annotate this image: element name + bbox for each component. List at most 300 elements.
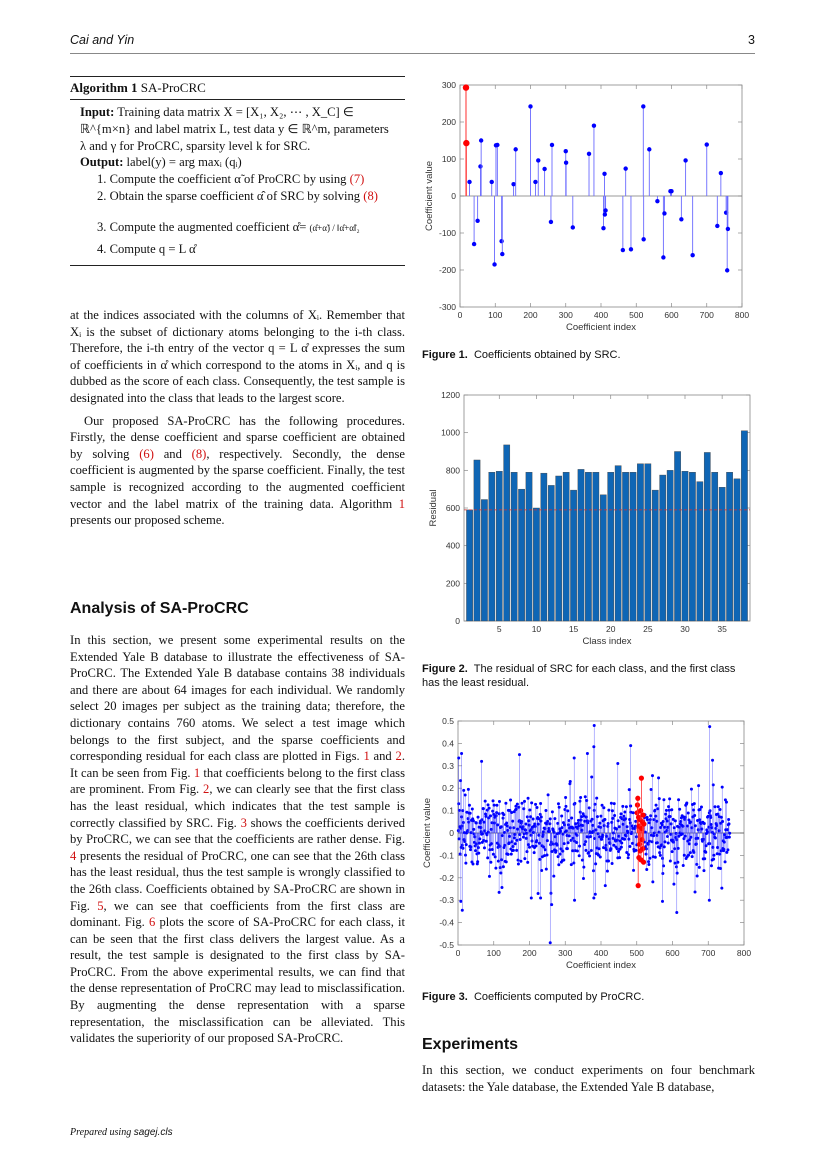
stem-marker — [538, 858, 541, 861]
stem-marker — [702, 869, 705, 872]
bar — [682, 471, 688, 621]
x-tick-label: 0 — [457, 310, 463, 320]
stem-marker — [665, 809, 668, 812]
stem-marker — [601, 226, 605, 230]
x-tick-label: 300 — [558, 310, 573, 320]
stem-marker — [720, 887, 723, 890]
stem-marker — [572, 861, 575, 864]
stem-marker — [620, 846, 623, 849]
stem-marker — [476, 860, 479, 863]
stem-marker — [462, 847, 465, 850]
stem-marker — [686, 825, 689, 828]
stem-marker — [549, 892, 552, 895]
stem-marker — [594, 828, 597, 831]
stem-marker — [464, 862, 467, 865]
highlight-stem-marker — [641, 821, 646, 826]
x-tick-label: 600 — [664, 310, 679, 320]
stem-marker — [533, 180, 537, 184]
stem-marker — [659, 826, 662, 829]
stem-marker — [564, 796, 567, 799]
stem-marker — [566, 809, 569, 812]
bar — [578, 469, 584, 621]
stem-marker — [647, 843, 650, 846]
stem-marker — [721, 786, 724, 789]
stem-marker — [629, 744, 632, 747]
bar — [719, 487, 725, 621]
stem-marker — [672, 883, 675, 886]
x-tick-label: 10 — [531, 624, 542, 634]
x-tick-label: 0 — [455, 948, 461, 958]
bar — [556, 476, 562, 621]
stem-marker — [511, 182, 515, 186]
y-tick-label: 600 — [445, 503, 460, 513]
stem-marker — [659, 854, 662, 857]
stem-marker — [694, 824, 697, 827]
figure-3-caption: Figure 3. Coefficients computed by ProCRC. — [422, 991, 645, 1003]
bar — [660, 475, 666, 621]
stem-marker — [539, 896, 542, 899]
y-tick-label: 0.1 — [442, 805, 454, 816]
stem-marker — [708, 842, 711, 845]
left-column-text-2 — [70, 632, 405, 1047]
x-tick-label: 800 — [734, 310, 750, 320]
stem-marker — [646, 818, 649, 821]
stem-marker — [650, 788, 653, 791]
stem-marker — [542, 830, 545, 833]
x-tick-label: 15 — [568, 624, 579, 634]
figure-ref-link[interactable]: 2 — [203, 782, 210, 797]
stem-marker — [575, 841, 578, 844]
figure-ref-link[interactable]: 5 — [97, 898, 104, 913]
stem-marker — [611, 862, 614, 865]
stem-marker — [523, 857, 526, 860]
stem-marker — [708, 725, 711, 728]
stem-marker — [605, 835, 608, 838]
y-tick-label: 0 — [451, 191, 456, 201]
stem-marker — [579, 818, 582, 821]
stem-marker — [602, 806, 605, 809]
stem-marker — [479, 138, 483, 142]
stem-marker — [528, 104, 532, 108]
stem-marker — [671, 850, 674, 853]
stem-marker — [472, 828, 475, 831]
stem-marker — [658, 797, 661, 800]
stem-marker — [526, 815, 529, 818]
stem-marker — [621, 248, 625, 252]
stem-marker — [606, 870, 609, 873]
x-axis-label: Coefficient index — [565, 960, 637, 971]
stem-marker — [494, 867, 497, 870]
stem-marker — [678, 808, 681, 811]
stem-marker — [598, 835, 601, 838]
stem-marker — [570, 817, 573, 820]
y-axis-label: Coefficient value — [424, 160, 435, 232]
stem-marker — [624, 817, 627, 820]
stem-marker — [697, 784, 700, 787]
stem-marker — [563, 842, 566, 845]
stem-marker — [645, 868, 648, 871]
bar — [645, 464, 651, 621]
stem-marker — [545, 868, 548, 871]
stem-marker — [602, 172, 606, 176]
stem-marker — [534, 825, 537, 828]
y-tick-label: 100 — [441, 154, 456, 164]
stem-marker — [674, 819, 677, 822]
stem-marker — [546, 820, 549, 823]
stem-marker — [524, 829, 527, 832]
stem-marker — [705, 844, 708, 847]
stem-marker — [690, 788, 693, 791]
left-column-text-1 — [70, 307, 405, 529]
stem-marker — [513, 836, 516, 839]
stem-marker — [656, 841, 659, 844]
stem-marker — [623, 838, 626, 841]
y-axis-label: Residual — [428, 489, 439, 527]
stem-marker — [714, 805, 717, 808]
stem-marker — [525, 850, 528, 853]
stem-marker — [498, 800, 501, 803]
bar — [697, 482, 703, 621]
augmented-formula: (α̂+α̃) / ‖α̂+α̃‖₂ — [309, 222, 360, 233]
stem-marker — [635, 849, 638, 852]
stem-marker — [511, 820, 514, 823]
stem-marker — [503, 844, 506, 847]
stem-marker — [696, 837, 699, 840]
stem-marker — [664, 813, 667, 816]
algorithm-step-4: 4. Compute q = L α̊ — [97, 241, 196, 256]
stem-marker — [712, 858, 715, 861]
stem-marker — [695, 843, 698, 846]
stem-marker — [719, 867, 722, 870]
stem-marker — [603, 824, 606, 827]
stem-marker — [509, 826, 512, 829]
stem-marker — [510, 853, 513, 856]
stem-marker — [537, 823, 540, 826]
x-tick-label: 300 — [558, 948, 573, 958]
stem-marker — [527, 797, 530, 800]
bar — [511, 472, 517, 621]
stem-marker — [573, 802, 576, 805]
stem-marker — [459, 900, 462, 903]
stem-marker — [499, 239, 503, 243]
stem-marker — [601, 804, 604, 807]
stem-marker — [610, 802, 613, 805]
stem-marker — [576, 850, 579, 853]
stem-marker — [668, 815, 671, 818]
stem-marker — [572, 837, 575, 840]
y-tick-label: 300 — [441, 80, 456, 90]
algorithm-input — [80, 104, 405, 154]
stem-marker — [629, 247, 633, 251]
figure-2-caption: Figure 2. The residual of SRC for each class, and the first class has the least residual. — [422, 663, 736, 689]
stem-marker — [492, 853, 495, 856]
stem-marker — [496, 823, 499, 826]
figure-ref-link[interactable]: 6 — [148, 915, 156, 930]
stem-marker — [716, 852, 719, 855]
stem-marker — [711, 759, 714, 762]
bar — [504, 445, 510, 621]
right-column-text — [422, 1062, 755, 1095]
stem-marker — [710, 826, 713, 829]
y-tick-label: 0 — [449, 828, 454, 838]
stem-marker — [578, 845, 581, 848]
stem-marker — [723, 833, 726, 836]
stem-marker — [662, 798, 665, 801]
stem-marker — [495, 804, 498, 807]
stem-marker — [601, 834, 604, 837]
stem-marker — [694, 890, 697, 893]
x-tick-label: 700 — [699, 310, 714, 320]
stem-marker — [710, 823, 713, 826]
equation-ref-link[interactable]: (7) — [349, 172, 365, 187]
stem-marker — [565, 829, 568, 832]
stem-marker — [581, 824, 584, 827]
stem-marker — [532, 818, 535, 821]
stem-marker — [533, 851, 536, 854]
stem-marker — [710, 864, 713, 867]
equation-ref-link[interactable]: (8) — [191, 446, 207, 461]
stem-marker — [525, 837, 528, 840]
algorithm-output — [80, 154, 405, 171]
stem-marker — [588, 806, 591, 809]
stem-marker — [607, 860, 610, 863]
stem-marker — [590, 849, 593, 852]
x-tick-label: 20 — [605, 624, 616, 634]
stem-marker — [474, 849, 477, 852]
stem-marker — [478, 842, 481, 845]
x-tick-label: 100 — [488, 310, 503, 320]
stem-marker — [463, 140, 469, 146]
stem-marker — [497, 860, 500, 863]
stem-marker — [675, 865, 678, 868]
bar — [533, 508, 539, 621]
stem-marker — [468, 804, 471, 807]
stem-marker — [579, 811, 582, 814]
stem-marker — [582, 866, 585, 869]
bar — [526, 472, 532, 621]
stem-marker — [676, 872, 679, 875]
stem-marker — [632, 869, 635, 872]
stem-marker — [657, 776, 660, 779]
stem-marker — [516, 803, 519, 806]
y-tick-label: 800 — [445, 465, 460, 476]
stem-marker — [522, 836, 525, 839]
stem-marker — [531, 839, 534, 842]
figure-ref-link[interactable]: 1 — [363, 749, 370, 764]
y-tick-label: -0.5 — [439, 940, 454, 950]
stem-marker — [546, 839, 549, 842]
stem-marker — [505, 860, 508, 863]
stem-marker — [604, 884, 607, 887]
stem-marker — [582, 877, 585, 880]
output-label: Output: — [80, 155, 124, 170]
stem-marker — [547, 793, 550, 796]
stem-marker — [495, 143, 499, 147]
stem-marker — [492, 799, 495, 802]
figure-ref-link[interactable]: 1 — [193, 765, 201, 780]
stem-marker — [603, 208, 607, 212]
stem-marker — [594, 862, 597, 865]
algorithm-step-3: 3. Compute the augmented coefficient α̊= (α̂+α̃) / ‖α̂+α̃‖₂ — [97, 219, 360, 234]
paragraph: In this section, we present some experimental results on the Extended Yale B database to illustrate the effectiveness of SA-ProCRC. The Extended Yale B database contains 38 individuals and there are about 64 images for each individual. We randomly select 20 images per subject as the training data; therefore, the dictionary contains 760 atoms. We select a test image which belongs to the first subject, and the sparse coefficients and corresponding residual for each class are plotted in Figs. 1 and 2. It can be seen from Fig. 1 that coefficients belong to the first class are prominent. From Fig. 2, we can clearly see that the first class has the least residual, which indicates that the test sample is correctly classified by SRC. Fig. 3 shows the coefficients derived by ProCRC, we can see that the coefficients are rather dense. Fig. 4 presents the residual of ProCRC, one can see that the 26th class has the least residual, thus the test sample is wrongly classified to the 26th class. Coefficients obtained by SA-ProCRC are shown in Fig. 5, we can see that coefficients from the first class are dominant. Fig. 6 plots the score of SA-ProCRC for each class, it can be seen that the first class delivers the largest value. As a result, the test sample is designated to the first class by SA-ProCRC. From the above experimental results, we can find that the dense representation of ProCRC may lead to misclassification. By augmenting the dense representation with a sparse representation, the misclassification can be alleviated. This validates the superiority of our proposed SA-ProCRC. — [70, 633, 406, 1046]
stem-marker — [472, 242, 476, 246]
equation-ref-link[interactable]: (6) — [139, 446, 154, 461]
y-tick-label: -200 — [438, 265, 456, 275]
page-number: 3 — [748, 33, 755, 47]
stem-marker — [698, 818, 701, 821]
stem-marker — [661, 872, 664, 875]
stem-marker — [616, 847, 619, 850]
stem-marker — [464, 854, 467, 857]
stem-marker — [684, 816, 687, 819]
stem-marker — [649, 818, 652, 821]
bar — [734, 479, 740, 621]
stem-marker — [478, 164, 482, 168]
stem-marker — [603, 212, 607, 216]
bar — [548, 485, 554, 621]
stem-marker — [591, 818, 594, 821]
y-tick-label: -100 — [438, 228, 456, 238]
stem-marker — [462, 821, 465, 824]
algorithm-ref-link[interactable]: 1 — [398, 496, 405, 511]
stem-marker — [587, 851, 590, 854]
stem-marker — [482, 807, 485, 810]
stem-marker — [656, 807, 659, 810]
stem-marker — [472, 862, 475, 865]
stem-marker — [588, 855, 591, 858]
stem-marker — [549, 817, 552, 820]
stem-marker — [719, 171, 723, 175]
figure-ref-link[interactable]: 2 — [395, 749, 402, 764]
x-tick-label: 400 — [593, 310, 609, 320]
stem-marker — [460, 752, 463, 755]
stem-marker — [477, 852, 480, 855]
highlight-stem-marker — [638, 808, 643, 813]
stem-marker — [681, 825, 684, 828]
stem-marker — [543, 854, 546, 857]
stem-marker — [553, 817, 556, 820]
stem-marker — [727, 822, 730, 825]
figure-1-chart — [420, 76, 760, 341]
stem-marker — [625, 835, 628, 838]
stem-marker — [488, 807, 491, 810]
stem-marker — [464, 793, 467, 796]
stem-marker — [509, 799, 512, 802]
stem-marker — [679, 217, 683, 221]
stem-marker — [465, 843, 468, 846]
stem-marker — [554, 849, 557, 852]
stem-marker — [590, 776, 593, 779]
stem-marker — [599, 826, 602, 829]
stem-marker — [592, 745, 595, 748]
stem-marker — [617, 819, 620, 822]
stem-marker — [723, 841, 726, 844]
bar — [741, 431, 747, 621]
stem-marker — [508, 841, 511, 844]
stem-marker — [524, 823, 527, 826]
y-tick-label: 0 — [455, 616, 460, 626]
stem-marker — [490, 180, 494, 184]
stem-marker — [513, 833, 516, 836]
stem-marker — [507, 853, 510, 856]
algorithm-bottom-rule — [70, 265, 405, 266]
bar — [637, 464, 643, 621]
stem-marker — [549, 941, 552, 944]
stem-marker — [625, 805, 628, 808]
stem-marker — [564, 805, 567, 808]
bar — [541, 473, 547, 621]
bar — [593, 472, 599, 621]
stem-marker — [485, 840, 488, 843]
paragraph: In this section, we conduct experiments on four benchmark datasets: the Yale database, the Extended Yale B database, — [422, 1063, 755, 1094]
stem-marker — [580, 815, 583, 818]
stem-marker — [712, 854, 715, 857]
stem-marker — [647, 860, 650, 863]
stem-marker — [498, 891, 501, 894]
stem-marker — [648, 840, 651, 843]
stem-marker — [530, 896, 533, 899]
stem-marker — [725, 268, 729, 272]
highlight-stem-marker — [640, 846, 645, 851]
stem-marker — [596, 815, 599, 818]
bar — [608, 472, 614, 621]
stem-marker — [540, 815, 543, 818]
stem-marker — [593, 724, 596, 727]
stem-marker — [576, 834, 579, 837]
output-text: label(y) = arg maxᵢ (qᵢ) — [126, 155, 242, 170]
stem-marker — [528, 824, 531, 827]
stem-marker — [457, 756, 460, 759]
stem-marker — [560, 814, 563, 817]
input-line-3: λ and γ for ProCRC, sparsity level k for SRC. — [80, 138, 311, 153]
stem-marker — [727, 818, 730, 821]
figure-ref-link[interactable]: 3 — [240, 815, 247, 830]
bar — [674, 452, 680, 622]
stem-marker — [611, 817, 614, 820]
stem-marker — [670, 808, 673, 811]
stem-marker — [568, 834, 571, 837]
stem-marker — [712, 783, 715, 786]
stem-marker — [607, 822, 610, 825]
x-tick-label: 5 — [496, 624, 502, 634]
stem-marker — [669, 833, 672, 836]
bar — [615, 466, 621, 621]
y-axis-label: Coefficient value — [422, 797, 433, 869]
stem-marker — [542, 846, 545, 849]
stem-marker — [677, 847, 680, 850]
stem-marker — [621, 805, 624, 808]
figure-ref-link[interactable]: 4 — [70, 848, 77, 863]
bar — [622, 472, 628, 621]
y-tick-label: 1200 — [441, 390, 460, 400]
y-tick-label: 200 — [445, 578, 460, 589]
bar — [466, 510, 472, 621]
stem-marker — [539, 802, 542, 805]
stem-marker — [689, 851, 692, 854]
stem-marker — [635, 835, 638, 838]
stem-marker — [667, 842, 670, 845]
stem-marker — [620, 812, 623, 815]
stem-marker — [467, 788, 470, 791]
x-tick-label: 200 — [522, 948, 537, 958]
stem-marker — [467, 821, 470, 824]
bar — [518, 489, 524, 621]
stem-marker — [504, 802, 507, 805]
equation-ref-link[interactable]: (8) — [363, 188, 378, 203]
stem-marker — [556, 822, 559, 825]
stem-marker — [705, 142, 709, 146]
stem-marker — [550, 903, 553, 906]
